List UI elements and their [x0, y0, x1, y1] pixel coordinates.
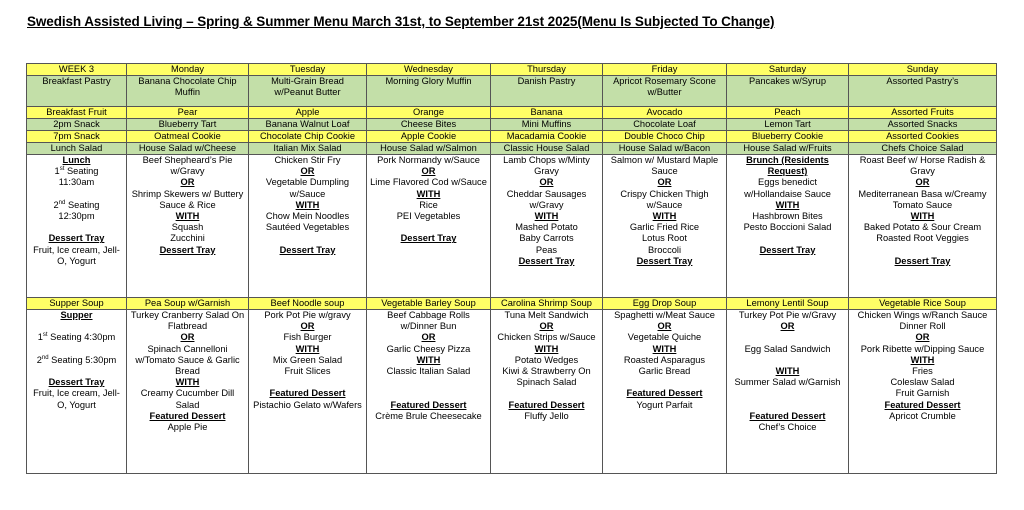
with-label: WITH: [775, 365, 800, 376]
lunch-thursday: [491, 155, 603, 298]
menu-cell: Pancakes w/Syrup: [727, 76, 849, 107]
menu-item: Broccoli: [647, 244, 682, 255]
menu-cell: House Salad w/Salmon: [367, 143, 491, 155]
menu-item: Fish Burger: [283, 332, 332, 343]
or-label: OR: [180, 332, 195, 343]
lunch-tuesday: [249, 155, 367, 298]
with-label: WITH: [416, 188, 441, 199]
menu-cell: Oatmeal Cookie: [127, 131, 249, 143]
menu-cell: Blueberry Tart: [127, 119, 249, 131]
menu-cell: Mini Muffins: [491, 119, 603, 131]
with-label: WITH: [910, 354, 935, 365]
supper-dessert-tray-label: Dessert Tray: [48, 377, 105, 388]
menu-item: Roasted Root Veggies: [876, 233, 969, 244]
menu-item: Coleslaw Salad: [890, 377, 955, 388]
or-label: OR: [657, 321, 672, 332]
lunch-label-cell: [27, 155, 127, 298]
row-label: Breakfast Fruit: [27, 107, 127, 119]
menu-item: Sautéed Vegetables: [265, 222, 350, 233]
menu-cell: Orange: [367, 107, 491, 119]
or-label: OR: [300, 321, 315, 332]
menu-cell: Blueberry Cookie: [727, 131, 849, 143]
with-label: WITH: [416, 354, 441, 365]
menu-item: Classic Italian Salad: [386, 366, 471, 377]
menu-cell: Apple Cookie: [367, 131, 491, 143]
featured-dessert-label: Featured Dessert: [269, 388, 346, 399]
with-label: WITH: [534, 343, 559, 354]
menu-cell: Vegetable Barley Soup: [367, 298, 491, 310]
menu-item: Crème Brule Cheesecake: [375, 410, 482, 421]
menu-item: Lime Flavored Cod w/Sauce: [370, 177, 487, 188]
menu-cell: Cheese Bites: [367, 119, 491, 131]
menu-item: Baked Potato & Sour Cream: [863, 222, 982, 233]
menu-item: Turkey Pot Pie w/Gravy: [738, 310, 837, 320]
with-label: WITH: [910, 211, 935, 222]
featured-dessert-label: Featured Dessert: [884, 399, 961, 410]
menu-item: Hashbrown Bites: [752, 211, 823, 222]
with-label: WITH: [775, 199, 800, 210]
menu-item: Chicken Stir Fry: [274, 155, 341, 165]
supper-seating-1: 1st Seating 4:30pm: [37, 332, 116, 343]
supper-friday: [603, 310, 727, 474]
menu-cell: Apple: [249, 107, 367, 119]
menu-cell: House Salad w/Fruits: [727, 143, 849, 155]
supper-saturday: [727, 310, 849, 474]
menu-item: Lamb Chops w/Minty Gravy: [503, 155, 590, 177]
menu-item: Squash: [171, 222, 204, 233]
menu-item: Eggs benedict w/Hollandaise Sauce: [744, 177, 831, 199]
lunch-seating-1: 1st Seating: [54, 166, 99, 177]
menu-item: Vegetable Quiche: [627, 332, 702, 343]
menu-cell: Classic House Salad: [491, 143, 603, 155]
menu-item: Fluffy Jello: [524, 410, 569, 421]
menu-item: Roasted Asparagus: [623, 354, 706, 365]
or-label: OR: [180, 177, 195, 188]
menu-item: Baby Carrots: [519, 233, 574, 244]
menu-cell: Assorted Snacks: [849, 119, 997, 131]
menu-item: Turkey Cranberry Salad On Flatbread: [130, 310, 245, 332]
menu-cell: Banana: [491, 107, 603, 119]
menu-cell: Lemony Lentil Soup: [727, 298, 849, 310]
menu-cell: Macadamia Cookie: [491, 131, 603, 143]
supper-monday: [127, 310, 249, 474]
menu-item: Dinner Roll: [899, 321, 946, 332]
lunch-seating-2-time: 12:30pm: [58, 211, 95, 221]
supper-dessert-items: Fruit, Ice cream, Jell-O, Yogurt: [33, 388, 120, 410]
menu-cell: Avocado: [603, 107, 727, 119]
menu-item: Roast Beef w/ Horse Radish & Gravy: [859, 155, 986, 177]
menu-item: Fries: [912, 366, 933, 377]
featured-dessert-label: Featured Dessert: [149, 410, 226, 421]
menu-cell: Double Choco Chip: [603, 131, 727, 143]
supper-label-cell: [27, 310, 127, 474]
snack-7pm-row: [27, 131, 997, 143]
supper-wednesday: [367, 310, 491, 474]
menu-item: Garlic Cheesy Pizza: [386, 343, 471, 354]
menu-cell: Lemon Tart: [727, 119, 849, 131]
with-label: WITH: [534, 211, 559, 222]
supper-tuesday: [249, 310, 367, 474]
menu-item: Pistachio Gelato w/Wafers: [253, 399, 362, 410]
or-label: OR: [657, 177, 672, 188]
featured-dessert-label: Featured Dessert: [390, 399, 467, 410]
row-label: 2pm Snack: [27, 119, 127, 131]
supper-seating-2: 2nd Seating 5:30pm: [36, 354, 117, 365]
with-label: WITH: [295, 343, 320, 354]
or-label: OR: [539, 321, 554, 332]
lunch-saturday: [727, 155, 849, 298]
dessert-tray-label: Dessert Tray: [759, 244, 816, 255]
dessert-tray-label: Dessert Tray: [279, 244, 336, 255]
with-label: WITH: [295, 199, 320, 210]
lunch-monday: [127, 155, 249, 298]
lunch-dessert-tray-label: Dessert Tray: [48, 233, 105, 244]
or-label: OR: [421, 332, 436, 343]
with-label: WITH: [652, 343, 677, 354]
menu-cell: Pear: [127, 107, 249, 119]
supper-thursday: [491, 310, 603, 474]
menu-item: Cheddar Sausages w/Gravy: [506, 188, 587, 210]
menu-item: Apricot Crumble: [889, 410, 956, 421]
menu-item: Kiwi & Strawberry On Spinach Salad: [502, 366, 591, 388]
menu-item: Spinach Cannelloni w/Tomato Sauce & Garlic Bread: [135, 343, 240, 377]
lunch-sunday: [849, 155, 997, 298]
or-label: OR: [421, 166, 436, 177]
menu-item: Rice: [419, 199, 438, 210]
menu-item: Garlic Bread: [638, 366, 691, 377]
menu-cell: Apricot Rosemary Scone w/Butter: [603, 76, 727, 107]
menu-cell: Assorted Fruits: [849, 107, 997, 119]
day-wednesday: Wednesday: [367, 64, 491, 76]
menu-item: Spaghetti w/Meat Sauce: [614, 310, 715, 320]
menu-item: Chicken Wings w/Ranch Sauce: [857, 310, 988, 320]
lunch-wednesday: [367, 155, 491, 298]
supper-sunday: [849, 310, 997, 474]
menu-cell: Morning Glory Muffin: [367, 76, 491, 107]
menu-cell: Chocolate Loaf: [603, 119, 727, 131]
menu-item: Lotus Root: [642, 233, 687, 244]
menu-item: Shrimp Skewers w/ Buttery Sauce & Rice: [131, 188, 244, 210]
menu-item: Crispy Chicken Thigh w/Sauce: [620, 188, 709, 210]
menu-item: Mediterranean Basa w/Creamy Tomato Sauce: [858, 188, 987, 210]
menu-item: Pork Normandy w/Sauce: [377, 155, 480, 165]
dessert-tray-label: Dessert Tray: [159, 244, 216, 255]
with-label: WITH: [652, 211, 677, 222]
menu-cell: House Salad w/Cheese: [127, 143, 249, 155]
row-label: Lunch Salad: [27, 143, 127, 155]
or-label: OR: [539, 177, 554, 188]
breakfast-fruit-row: [27, 107, 997, 119]
menu-item: Mix Green Salad: [272, 354, 343, 365]
lunch-label: Lunch: [62, 155, 91, 165]
page-title: Swedish Assisted Living – Spring & Summer Menu March 31st, to September 21st 2025(Menu Is Subjected To Change): [27, 14, 775, 29]
featured-dessert-label: Featured Dessert: [626, 388, 703, 399]
menu-item: PEI Vegetables: [396, 211, 461, 222]
menu-cell: Beef Noodle soup: [249, 298, 367, 310]
with-label: WITH: [175, 211, 200, 222]
menu-item: Mashed Potato: [515, 222, 578, 233]
header-row: [27, 64, 997, 76]
lunch-dessert-items: Fruit, Ice cream, Jell-O, Yogurt: [33, 244, 120, 266]
menu-item: Creamy Cucumber Dill Salad: [140, 388, 235, 410]
snack-2pm-row: [27, 119, 997, 131]
row-label: 7pm Snack: [27, 131, 127, 143]
menu-cell: Pea Soup w/Garnish: [127, 298, 249, 310]
lunch-friday: [603, 155, 727, 298]
week-label: WEEK 3: [27, 64, 127, 76]
menu-item: Pork Ribette w/Dipping Sauce: [860, 343, 985, 354]
day-monday: Monday: [127, 64, 249, 76]
menu-item: Potato Wedges: [514, 354, 579, 365]
menu-cell: Peach: [727, 107, 849, 119]
with-label: WITH: [175, 377, 200, 388]
menu-item: Pesto Boccioni Salad: [743, 222, 832, 233]
menu-item: Zucchini: [170, 233, 205, 244]
supper-label: Supper: [60, 310, 93, 320]
brunch-label: Brunch (Residents Request): [746, 155, 829, 177]
or-label: OR: [300, 166, 315, 177]
lunch-salad-row: [27, 143, 997, 155]
menu-item: Summer Salad w/Garnish: [734, 377, 841, 388]
menu-item: Fruit Garnish: [895, 388, 950, 399]
day-sunday: Sunday: [849, 64, 997, 76]
menu-cell: Egg Drop Soup: [603, 298, 727, 310]
menu-cell: House Salad w/Bacon: [603, 143, 727, 155]
menu-item: Beef Shepheard’s Pie w/Gravy: [142, 155, 233, 177]
menu-item: Egg Salad Sandwich: [744, 343, 831, 354]
menu-item: Chicken Strips w/Sauce: [497, 332, 596, 343]
lunch-row: [27, 155, 997, 298]
row-label: Breakfast Pastry: [27, 76, 127, 107]
supper-row: [27, 310, 997, 474]
menu-item: Chef’s Choice: [758, 421, 817, 432]
dessert-tray-label: Dessert Tray: [518, 255, 575, 266]
menu-cell: Vegetable Rice Soup: [849, 298, 997, 310]
dessert-tray-label: Dessert Tray: [894, 255, 951, 266]
menu-cell: Banana Chocolate Chip Muffin: [127, 76, 249, 107]
row-label: Supper Soup: [27, 298, 127, 310]
supper-soup-row: [27, 298, 997, 310]
menu-cell: Danish Pastry: [491, 76, 603, 107]
featured-dessert-label: Featured Dessert: [508, 399, 585, 410]
day-friday: Friday: [603, 64, 727, 76]
menu-cell: Italian Mix Salad: [249, 143, 367, 155]
menu-item: Vegetable Dumpling w/Sauce: [265, 177, 350, 199]
dessert-tray-label: Dessert Tray: [636, 255, 693, 266]
menu-cell: Banana Walnut Loaf: [249, 119, 367, 131]
menu-item: Garlic Fried Rice: [629, 222, 700, 233]
menu-cell: Assorted Pastry’s: [849, 76, 997, 107]
menu-item: Salmon w/ Mustard Maple Sauce: [610, 155, 719, 177]
menu-cell: Chocolate Chip Cookie: [249, 131, 367, 143]
menu-item: Tuna Melt Sandwich: [504, 310, 589, 320]
menu-item: Peas: [535, 244, 558, 255]
day-thursday: Thursday: [491, 64, 603, 76]
menu-cell: Multi-Grain Bread w/Peanut Butter: [249, 76, 367, 107]
day-tuesday: Tuesday: [249, 64, 367, 76]
menu-cell: Carolina Shrimp Soup: [491, 298, 603, 310]
featured-dessert-label: Featured Dessert: [749, 410, 826, 421]
menu-item: Yogurt Parfait: [636, 399, 693, 410]
lunch-seating-1-time: 11:30am: [58, 177, 95, 188]
menu-item: Pork Pot Pie w/gravy: [264, 310, 351, 320]
or-label: OR: [915, 332, 930, 343]
menu-cell: Assorted Cookies: [849, 131, 997, 143]
dessert-tray-label: Dessert Tray: [400, 233, 457, 244]
menu-table: [26, 63, 997, 474]
menu-item: Beef Cabbage Rolls w/Dinner Bun: [387, 310, 470, 332]
menu-cell: Chefs Choice Salad: [849, 143, 997, 155]
breakfast-pastry-row: [27, 76, 997, 107]
lunch-seating-2: 2nd Seating: [53, 199, 100, 210]
menu-item: Apple Pie: [167, 422, 208, 433]
or-label: OR: [915, 177, 930, 188]
menu-item: Fruit Slices: [284, 366, 331, 377]
day-saturday: Saturday: [727, 64, 849, 76]
or-label: OR: [780, 321, 795, 332]
menu-item: Chow Mein Noodles: [265, 211, 350, 222]
